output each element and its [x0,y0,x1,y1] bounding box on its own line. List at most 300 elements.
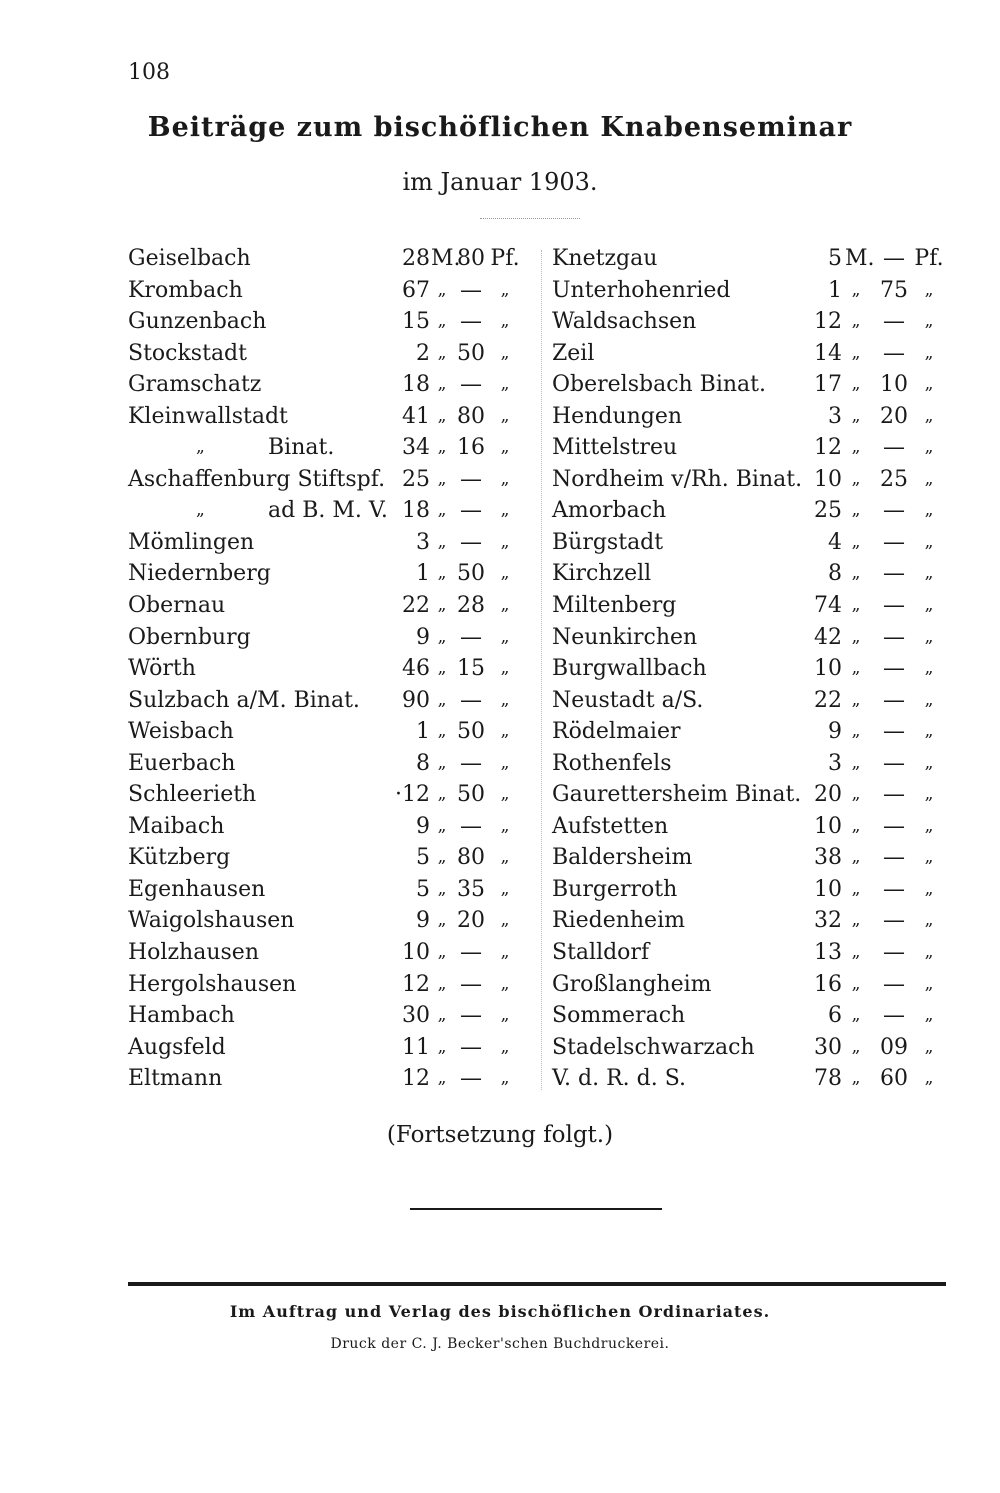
amount-pfennig: 50 [457,719,485,745]
unit-pfennig: „ [500,437,510,458]
table-row [128,558,543,590]
amount-mark: 12 [402,971,430,997]
place-name: Niedernberg [128,561,271,587]
table-row [128,779,543,811]
amount-pfennig: 50 [457,561,485,587]
amount-pfennig: — [460,498,482,524]
unit-mark: „ [851,973,861,994]
table-row [552,401,947,433]
place-name: V. d. R. d. S. [552,1066,686,1092]
amount-pfennig: — [460,813,482,839]
place-name: Gaurettersheim Binat. [552,782,802,808]
amount-pfennig: — [460,687,482,713]
unit-pfennig: „ [500,910,510,931]
unit-pfennig: „ [924,752,934,773]
table-row [552,748,947,780]
unit-pfennig: „ [924,405,934,426]
amount-mark: 42 [814,624,842,650]
unit-pfennig: „ [924,1036,934,1057]
amount-pfennig: — [883,561,905,587]
page-title: Beiträge zum bischöflichen Knabenseminar [147,112,853,143]
unit-pfennig: „ [500,1005,510,1026]
place-name: Aschaffenburg Stiftspf. [128,466,386,492]
unit-pfennig: „ [500,878,510,899]
unit-mark: „ [437,531,447,552]
place-name: Hendungen [552,403,683,429]
place-name: Kleinwallstadt [128,403,288,429]
unit-mark: „ [851,563,861,584]
amount-mark: 15 [402,309,430,335]
amount-mark: 4 [828,529,842,555]
amount-pfennig: — [883,908,905,934]
table-row [128,937,543,969]
unit-mark: „ [851,500,861,521]
amount-pfennig: 80 [457,246,485,271]
unit-pfennig: „ [924,500,934,521]
unit-pfennig: „ [924,784,934,805]
place-name: Waldsachsen [552,309,697,335]
amount-pfennig: — [460,940,482,966]
place-name: Obernau [128,593,226,619]
table-row [128,1000,543,1032]
table-row [552,558,947,590]
amount-pfennig: — [883,593,905,619]
table-row [552,622,947,654]
amount-mark: 12 [814,309,842,335]
ditto-mark: „ [196,437,205,458]
unit-mark: „ [437,437,447,458]
unit-mark: „ [851,910,861,931]
place-name: Egenhausen [128,876,266,902]
amount-pfennig: — [883,845,905,871]
amount-pfennig: 50 [457,782,485,808]
unit-mark: „ [851,531,861,552]
amount-mark: 17 [814,372,842,398]
table-row [128,1032,543,1064]
table-row [552,905,947,937]
amount-pfennig: 35 [457,876,485,902]
place-name: Holzhausen [128,940,259,966]
table-row [128,653,543,685]
unit-mark: „ [851,721,861,742]
place-name: Neunkirchen [552,624,698,650]
table-row [128,685,543,717]
unit-mark: „ [851,878,861,899]
unit-mark: „ [851,405,861,426]
unit-pfennig: „ [924,942,934,963]
amount-mark: 1 [416,561,430,587]
amount-pfennig: — [883,246,905,271]
unit-mark: „ [437,1068,447,1089]
ornament-divider [480,218,580,220]
unit-pfennig: Pf. [490,246,520,271]
amount-mark: 18 [402,498,430,524]
place-name: Neustadt a/S. [552,687,704,713]
amount-pfennig: — [460,1034,482,1060]
unit-pfennig: „ [500,531,510,552]
unit-mark: „ [851,468,861,489]
unit-pfennig: „ [500,815,510,836]
amount-pfennig: — [460,971,482,997]
place-name: Euerbach [128,750,236,776]
table-row [128,338,543,370]
page-subtitle: im Januar 1903. [402,168,598,196]
amount-mark: 2 [416,340,430,366]
amount-mark: 3 [828,750,842,776]
column-divider [541,250,542,1090]
unit-pfennig: „ [500,1036,510,1057]
amount-mark: 5 [416,876,430,902]
table-row [128,432,543,464]
table-row [552,1063,947,1095]
unit-pfennig: Pf. [914,246,944,271]
unit-mark: „ [437,468,447,489]
unit-pfennig: „ [924,658,934,679]
table-row [128,306,543,338]
unit-mark: „ [851,942,861,963]
place-name: Mittelstreu [552,435,678,461]
amount-pfennig: — [883,687,905,713]
page-number: 108 [128,60,170,85]
table-row [552,464,947,496]
place-name: Waigolshausen [128,908,295,934]
unit-mark: „ [437,1005,447,1026]
imprint-printer: Druck der C. J. Becker'schen Buchdruckerei. [330,1336,670,1352]
unit-mark: „ [437,374,447,395]
unit-pfennig: „ [924,721,934,742]
unit-mark: „ [437,563,447,584]
place-name: Aufstetten [552,813,669,839]
unit-mark: „ [437,910,447,931]
table-row [128,369,543,401]
unit-pfennig: „ [500,721,510,742]
place-name: Unterhohenried [552,277,731,303]
amount-pfennig: 28 [457,593,485,619]
amount-pfennig: — [460,1066,482,1092]
table-row [552,716,947,748]
unit-mark: „ [851,342,861,363]
table-row [552,1032,947,1064]
amount-mark: 10 [814,876,842,902]
unit-pfennig: „ [924,437,934,458]
amount-pfennig: 20 [457,908,485,934]
amount-pfennig: 16 [457,435,485,461]
table-row [128,842,543,874]
amount-mark: 25 [814,498,842,524]
unit-mark: „ [437,752,447,773]
unit-pfennig: „ [500,563,510,584]
unit-mark: „ [851,374,861,395]
place-name: Stockstadt [128,340,247,366]
unit-pfennig: „ [924,374,934,395]
unit-mark: M. [431,246,461,271]
table-row [552,685,947,717]
table-row [552,779,947,811]
amount-mark: 46 [402,656,430,682]
table-row [128,622,543,654]
unit-mark: „ [851,784,861,805]
unit-mark: „ [851,437,861,458]
amount-mark: 10 [814,656,842,682]
amount-pfennig: 80 [457,845,485,871]
amount-mark: 6 [828,1003,842,1029]
unit-mark: „ [437,311,447,332]
amount-mark: 11 [402,1034,430,1060]
unit-mark: „ [437,626,447,647]
amount-pfennig: — [883,340,905,366]
footer-rule [128,1282,946,1286]
amount-mark: 32 [814,908,842,934]
place-name: Maibach [128,813,225,839]
amount-mark: 10 [814,466,842,492]
unit-mark: „ [851,658,861,679]
place-name: Knetzgau [552,246,658,271]
table-row [128,243,543,275]
unit-pfennig: „ [924,973,934,994]
place-name: Gramschatz [128,372,262,398]
unit-mark: „ [437,279,447,300]
table-row [128,811,543,843]
unit-pfennig: „ [924,689,934,710]
place-name: Bürgstadt [552,529,664,555]
amount-mark: 3 [416,529,430,555]
unit-pfennig: „ [924,847,934,868]
amount-mark: 20 [814,782,842,808]
unit-mark: „ [437,815,447,836]
amount-pfennig: — [883,971,905,997]
unit-pfennig: „ [500,500,510,521]
unit-mark: „ [437,973,447,994]
amount-mark: 22 [814,687,842,713]
unit-pfennig: „ [500,311,510,332]
amount-mark: 5 [416,845,430,871]
unit-pfennig: „ [924,342,934,363]
table-row [552,495,947,527]
table-row [128,275,543,307]
place-name: Schleerieth [128,782,257,808]
table-row [552,275,947,307]
place-name: Stadelschwarzach [552,1034,755,1060]
unit-mark: „ [437,595,447,616]
unit-mark: „ [851,595,861,616]
amount-mark: 12 [814,435,842,461]
unit-mark: „ [437,847,447,868]
unit-mark: „ [437,878,447,899]
table-row [552,338,947,370]
table-row [128,1063,543,1095]
table-row [128,748,543,780]
place-name: Großlangheim [552,971,712,997]
unit-pfennig: „ [924,563,934,584]
amount-mark: 67 [402,277,430,303]
unit-mark: „ [851,311,861,332]
unit-mark: „ [851,815,861,836]
table-row [552,969,947,1001]
unit-pfennig: „ [924,1068,934,1089]
place-name: Eltmann [128,1066,223,1092]
place-name: Krombach [128,277,243,303]
amount-pfennig: 80 [457,403,485,429]
place-name: Geiselbach [128,246,251,271]
unit-pfennig: „ [500,626,510,647]
unit-pfennig: „ [500,468,510,489]
amount-pfennig: — [883,309,905,335]
amount-pfennig: 20 [880,403,908,429]
unit-pfennig: „ [924,878,934,899]
amount-pfennig: — [460,277,482,303]
amount-pfennig: — [883,435,905,461]
place-name: Burgwallbach [552,656,707,682]
amount-pfennig: — [883,750,905,776]
amount-pfennig: — [460,529,482,555]
amount-pfennig: — [460,1003,482,1029]
table-row [128,905,543,937]
unit-pfennig: „ [924,815,934,836]
unit-mark: „ [437,1036,447,1057]
amount-mark: 12 [402,1066,430,1092]
amount-pfennig: — [883,624,905,650]
table-row [552,874,947,906]
amount-mark: 10 [814,813,842,839]
table-row [552,842,947,874]
amount-mark: 28 [402,246,430,271]
amount-mark: 30 [814,1034,842,1060]
amount-pfennig: — [883,782,905,808]
unit-pfennig: „ [500,752,510,773]
amount-mark: 22 [402,593,430,619]
unit-mark: „ [851,1068,861,1089]
amount-mark: 41 [402,403,430,429]
unit-pfennig: „ [500,342,510,363]
amount-pfennig: 25 [880,466,908,492]
amount-pfennig: — [883,876,905,902]
amount-pfennig: — [883,656,905,682]
amount-mark: 25 [402,466,430,492]
table-row [128,527,543,559]
amount-pfennig: — [883,498,905,524]
contributions-list-right [552,243,947,1095]
place-name: Baldersheim [552,845,693,871]
table-row [552,527,947,559]
amount-pfennig: 09 [880,1034,908,1060]
unit-mark: „ [437,689,447,710]
table-row [128,874,543,906]
amount-pfennig: — [460,466,482,492]
amount-pfennig: — [883,813,905,839]
unit-mark: „ [437,342,447,363]
amount-mark: 3 [828,403,842,429]
unit-pfennig: „ [924,595,934,616]
amount-mark: ·12 [395,782,430,808]
ditto-mark: „ [196,500,205,521]
place-name: Kützberg [128,845,231,871]
place-name: Amorbach [552,498,667,524]
amount-mark: 34 [402,435,430,461]
place-name: Wörth [128,656,196,682]
table-row [552,653,947,685]
unit-pfennig: „ [500,942,510,963]
amount-mark: 18 [402,372,430,398]
unit-mark: „ [851,279,861,300]
unit-mark: „ [437,658,447,679]
amount-mark: 16 [814,971,842,997]
unit-pfennig: „ [924,531,934,552]
place-name: ad B. M. V. [268,498,388,524]
short-rule [410,1208,662,1210]
amount-mark: 9 [416,624,430,650]
amount-pfennig: — [883,719,905,745]
unit-mark: M. [845,246,875,271]
table-row [128,716,543,748]
table-row [552,369,947,401]
amount-mark: 1 [416,719,430,745]
unit-pfennig: „ [924,279,934,300]
amount-pfennig: — [460,750,482,776]
unit-pfennig: „ [500,374,510,395]
unit-pfennig: „ [924,910,934,931]
place-name: Miltenberg [552,593,677,619]
table-row [552,937,947,969]
table-row [552,811,947,843]
continuation-note: (Fortsetzung folgt.) [386,1122,614,1148]
amount-pfennig: — [460,372,482,398]
place-name: Hambach [128,1003,235,1029]
amount-pfennig: — [883,529,905,555]
place-name: Burgerroth [552,876,678,902]
amount-pfennig: — [883,940,905,966]
amount-pfennig: 60 [880,1066,908,1092]
table-row [128,969,543,1001]
place-name: Mömlingen [128,529,255,555]
amount-pfennig: 15 [457,656,485,682]
amount-pfennig: 10 [880,372,908,398]
unit-mark: „ [851,752,861,773]
unit-pfennig: „ [924,1005,934,1026]
amount-pfennig: 50 [457,340,485,366]
place-name: Obernburg [128,624,251,650]
amount-mark: 90 [402,687,430,713]
place-name: Hergolshausen [128,971,297,997]
place-name: Binat. [268,435,335,461]
amount-mark: 8 [828,561,842,587]
place-name: Augsfeld [128,1034,226,1060]
unit-pfennig: „ [500,279,510,300]
table-row [552,243,947,275]
unit-mark: „ [437,721,447,742]
table-row [552,432,947,464]
amount-mark: 9 [416,908,430,934]
amount-mark: 10 [402,940,430,966]
place-name: Sommerach [552,1003,686,1029]
unit-pfennig: „ [924,311,934,332]
unit-pfennig: „ [500,405,510,426]
imprint-publisher: Im Auftrag und Verlag des bischöflichen Ordinariates. [229,1302,771,1321]
unit-pfennig: „ [500,847,510,868]
amount-pfennig: — [460,624,482,650]
amount-mark: 78 [814,1066,842,1092]
amount-pfennig: — [460,309,482,335]
place-name: Gunzenbach [128,309,267,335]
place-name: Kirchzell [552,561,652,587]
amount-mark: 8 [416,750,430,776]
unit-mark: „ [851,1036,861,1057]
unit-mark: „ [437,784,447,805]
amount-pfennig: — [883,1003,905,1029]
unit-mark: „ [437,942,447,963]
amount-pfennig: 75 [880,277,908,303]
amount-mark: 5 [828,246,842,271]
amount-mark: 14 [814,340,842,366]
